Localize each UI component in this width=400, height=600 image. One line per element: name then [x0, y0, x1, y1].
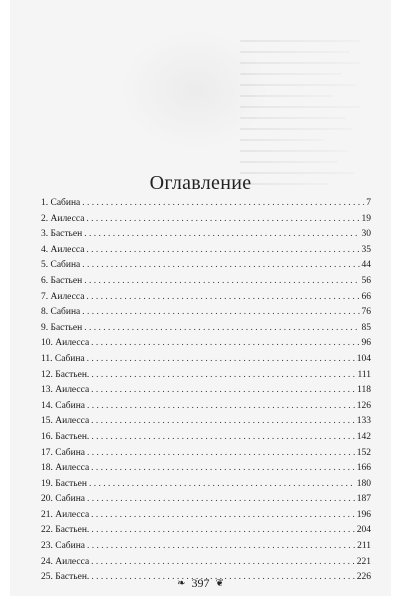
toc-dot-leader: [87, 352, 355, 368]
toc-entry: [41, 461, 371, 477]
toc-entry-page: 76: [361, 307, 371, 318]
toc-entry-page: 166: [356, 463, 371, 474]
toc-entry-page: 66: [361, 291, 371, 302]
ornament-right-icon: ❦: [215, 578, 224, 589]
toc-entry-title: 2. Аилесса: [41, 213, 85, 224]
toc-entry: [41, 305, 371, 321]
toc-dot-leader: [87, 539, 355, 555]
toc-entry-title: 25. Бастьен.: [41, 572, 90, 583]
toc-entry-title: 21. Аилесса: [41, 509, 90, 520]
toc-entry: [41, 539, 371, 555]
toc-entry: [41, 383, 371, 399]
toc-dot-leader: [91, 555, 355, 571]
toc-entry-title: 8. Сабина: [41, 307, 81, 318]
toc-dot-leader: [82, 196, 364, 212]
toc-entry-title: 24. Аилесса: [41, 556, 90, 567]
toc-entry: [41, 274, 371, 290]
toc-entry-title: 15. Аилесса: [41, 416, 90, 427]
toc-dot-leader: [82, 305, 359, 321]
toc-entry-page: 44: [361, 260, 371, 271]
toc-entry: [41, 321, 371, 337]
toc-entry-page: 126: [356, 400, 371, 411]
page-footer: [10, 576, 391, 591]
toc-entry-page: 7: [366, 198, 371, 208]
toc-entry: [41, 336, 371, 352]
toc-entry-title: 1. Сабина: [41, 198, 81, 208]
toc-entry-page: 152: [356, 447, 371, 458]
toc-entry-page: 35: [361, 244, 371, 255]
toc-dot-leader: [86, 290, 359, 306]
toc-dot-leader: [91, 368, 355, 384]
book-page: [10, 0, 391, 596]
toc-entry-title: 23. Сабина: [41, 541, 86, 552]
toc-entry-title: 13. Аилесса: [41, 385, 90, 396]
toc-entry: [41, 492, 371, 508]
ornament-left-icon: ❧: [177, 578, 186, 589]
toc-entry-page: 211: [357, 541, 371, 552]
toc-dot-leader: [87, 399, 355, 415]
toc-entry: [41, 258, 371, 274]
toc-entry: [41, 352, 371, 368]
toc-dot-leader: [91, 508, 355, 524]
toc-entry-title: 14. Сабина: [41, 400, 86, 411]
toc-entry-page: 133: [356, 416, 371, 427]
toc-entry-page: 180: [356, 478, 371, 489]
toc-entry: [41, 290, 371, 306]
toc-dot-leader: [86, 212, 359, 228]
toc-entry: [41, 446, 371, 462]
table-of-contents: [41, 196, 371, 586]
toc-entry-title: 19. Бастьен: [41, 478, 87, 489]
toc-entry-page: 96: [361, 338, 371, 349]
toc-entry-title: 18. Аилесса: [41, 463, 90, 474]
toc-entry: [41, 368, 371, 384]
toc-entry-title: 22. Бастьен.: [41, 525, 90, 536]
toc-entry-title: 20. Сабина: [41, 494, 86, 505]
toc-dot-leader: [89, 477, 355, 493]
toc-entry-title: 7. Аилесса: [41, 291, 85, 302]
toc-dot-leader: [84, 227, 359, 243]
toc-dot-leader: [91, 336, 359, 352]
toc-entry-page: 187: [356, 494, 371, 505]
toc-entry-title: 17. Сабина: [41, 447, 86, 458]
toc-entry: [41, 430, 371, 446]
toc-entry: [41, 477, 371, 493]
toc-entry-page: 30: [361, 229, 371, 240]
toc-entry-page: 85: [361, 322, 371, 333]
toc-entry-page: 226: [356, 572, 371, 583]
toc-heading: Оглавление: [149, 172, 252, 194]
toc-entry-title: 12. Бастьен.: [41, 369, 90, 380]
toc-entry-title: 6. Бастьен: [41, 275, 83, 286]
toc-dot-leader: [91, 430, 354, 446]
toc-entry-page: 56: [361, 275, 371, 286]
toc-entry: [41, 227, 371, 243]
toc-dot-leader: [91, 461, 355, 477]
toc-dot-leader: [87, 492, 355, 508]
toc-entry: [41, 243, 371, 259]
toc-entry-title: 16. Бастьен.: [41, 431, 90, 442]
toc-dot-leader: [87, 446, 355, 462]
page-number: 397: [191, 576, 210, 590]
toc-entry-title: 10. Аилесса: [41, 338, 90, 349]
toc-entry: [41, 508, 371, 524]
toc-dot-leader: [84, 274, 359, 290]
toc-entry: [41, 555, 371, 571]
toc-entry-title: 9. Бастьен: [41, 322, 83, 333]
toc-entry-page: 142: [356, 431, 371, 442]
toc-dot-leader: [91, 414, 355, 430]
toc-entry-page: 221: [356, 556, 371, 567]
toc-dot-leader: [86, 243, 359, 259]
toc-entry-title: 3. Бастьен: [41, 229, 83, 240]
toc-entry-page: 196: [356, 509, 371, 520]
toc-entry: [41, 523, 371, 539]
toc-entry-page: 118: [357, 385, 371, 396]
toc-entry: [41, 399, 371, 415]
toc-entry-page: 104: [356, 353, 371, 364]
toc-entry-page: 204: [356, 525, 371, 536]
toc-dot-leader: [91, 383, 355, 399]
toc-dot-leader: [91, 523, 354, 539]
toc-entry: [41, 196, 371, 212]
toc-dot-leader: [82, 258, 359, 274]
toc-entry-page: 19: [361, 213, 371, 224]
toc-entry-title: 5. Сабина: [41, 260, 81, 271]
toc-entry: [41, 414, 371, 430]
toc-entry: [41, 212, 371, 228]
toc-entry-page: 111: [357, 369, 371, 380]
toc-entry-title: 11. Сабина: [41, 353, 85, 364]
toc-entry-title: 4. Аилесса: [41, 244, 85, 255]
toc-dot-leader: [84, 321, 359, 337]
